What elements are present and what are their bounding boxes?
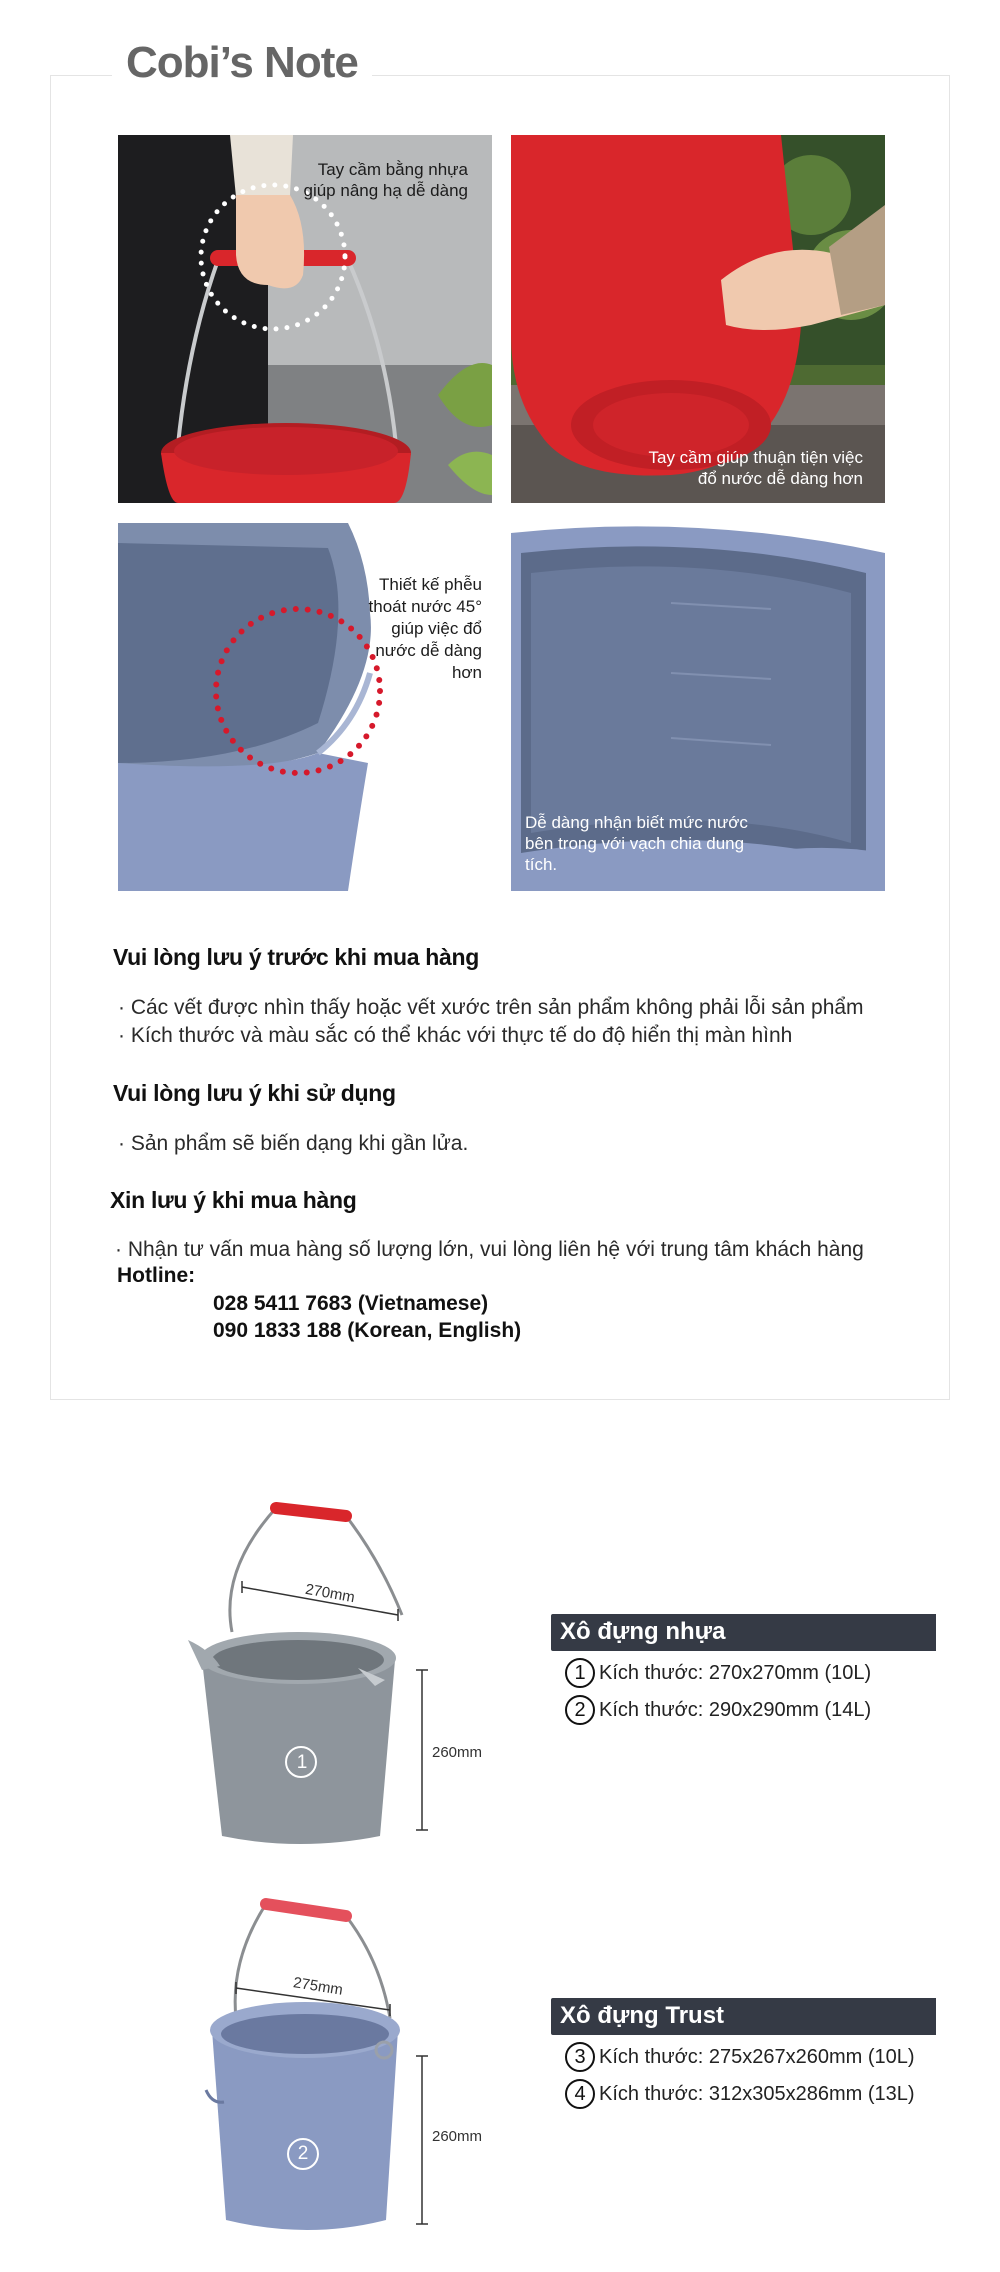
product-2-spec-2: [565, 2079, 915, 2109]
product-2-illustration: [190, 1890, 490, 2260]
note-line: · Sản phẩm sẽ biến dạng khi gần lửa.: [118, 1132, 469, 1155]
product-2-badge: 2: [297, 2143, 309, 2164]
note-title: Cobi’s Note: [126, 38, 358, 87]
note-line: · Các vết được nhìn thấy hoặc vết xước trên sản phẩm không phải lỗi sản phẩm: [118, 996, 864, 1019]
product-1-spec-1: [565, 1658, 871, 1688]
hotline-number-vietnamese: 028 5411 7683 (Vietnamese): [213, 1292, 489, 1315]
photo-handle-lift: [118, 135, 492, 503]
photo-volume-marks: [511, 523, 885, 891]
note-line: · Nhận tư vấn mua hàng số lượng lớn, vui lòng liên hệ với trung tâm khách hàng: [115, 1238, 864, 1261]
note-line: · Kích thước và màu sắc có thể khác với thực tế do độ hiển thị màn hình: [118, 1024, 793, 1047]
spec-text: Kích thước: 290x290mm (14L): [599, 1698, 872, 1721]
product-1-badge: 1: [296, 1752, 308, 1773]
product-2-spec-1: [565, 2042, 915, 2072]
photo4-caption: Dễ dàng nhận biết mức nước bên trong với vạch chia dung tích.: [525, 813, 748, 874]
product-1-label: Xô đựng nhựa: [551, 1614, 936, 1651]
photo2-caption: Tay cầm giúp thuận tiện việc đổ nước dễ dàng hơn: [648, 448, 863, 488]
photo3-caption: Thiết kế phễu thoát nước 45° giúp việc đổ nước dễ dàng hơn: [368, 575, 482, 682]
spec-number-badge: 3: [565, 2042, 595, 2072]
spec-number-badge: 4: [565, 2079, 595, 2109]
hotline-label: Hotline:: [117, 1264, 196, 1287]
photo-bottom-grip: [511, 135, 885, 503]
product-2-height-dim: 260mm: [432, 2128, 483, 2145]
product-2-label: Xô đựng Trust: [551, 1998, 936, 2035]
spec-number-badge: 2: [565, 1695, 595, 1725]
product-1-width-dim: 270mm: [303, 1580, 357, 1607]
spec-number-badge: 1: [565, 1658, 595, 1688]
photo1-caption: Tay cầm bằng nhựa giúp nâng hạ dễ dàng: [303, 160, 468, 200]
spec-text: Kích thước: 275x267x260mm (10L): [599, 2045, 915, 2068]
section-heading-before-buying: Vui lòng lưu ý trước khi mua hàng: [113, 944, 480, 970]
product-1-height-dim: 260mm: [432, 1744, 483, 1761]
product-1-illustration: [180, 1490, 483, 1860]
product-1-spec-2: [565, 1695, 871, 1725]
hotline-number-korean-english: 090 1833 188 (Korean, English): [213, 1319, 522, 1342]
section-heading-usage: Vui lòng lưu ý khi sử dụng: [113, 1080, 396, 1106]
section-heading-purchase: Xin lưu ý khi mua hàng: [110, 1187, 357, 1213]
spec-text: Kích thước: 270x270mm (10L): [599, 1661, 872, 1684]
spec-text: Kích thước: 312x305x286mm (13L): [599, 2082, 915, 2105]
product-2-width-dim: 275mm: [291, 1974, 345, 1999]
note-header: [112, 25, 372, 85]
